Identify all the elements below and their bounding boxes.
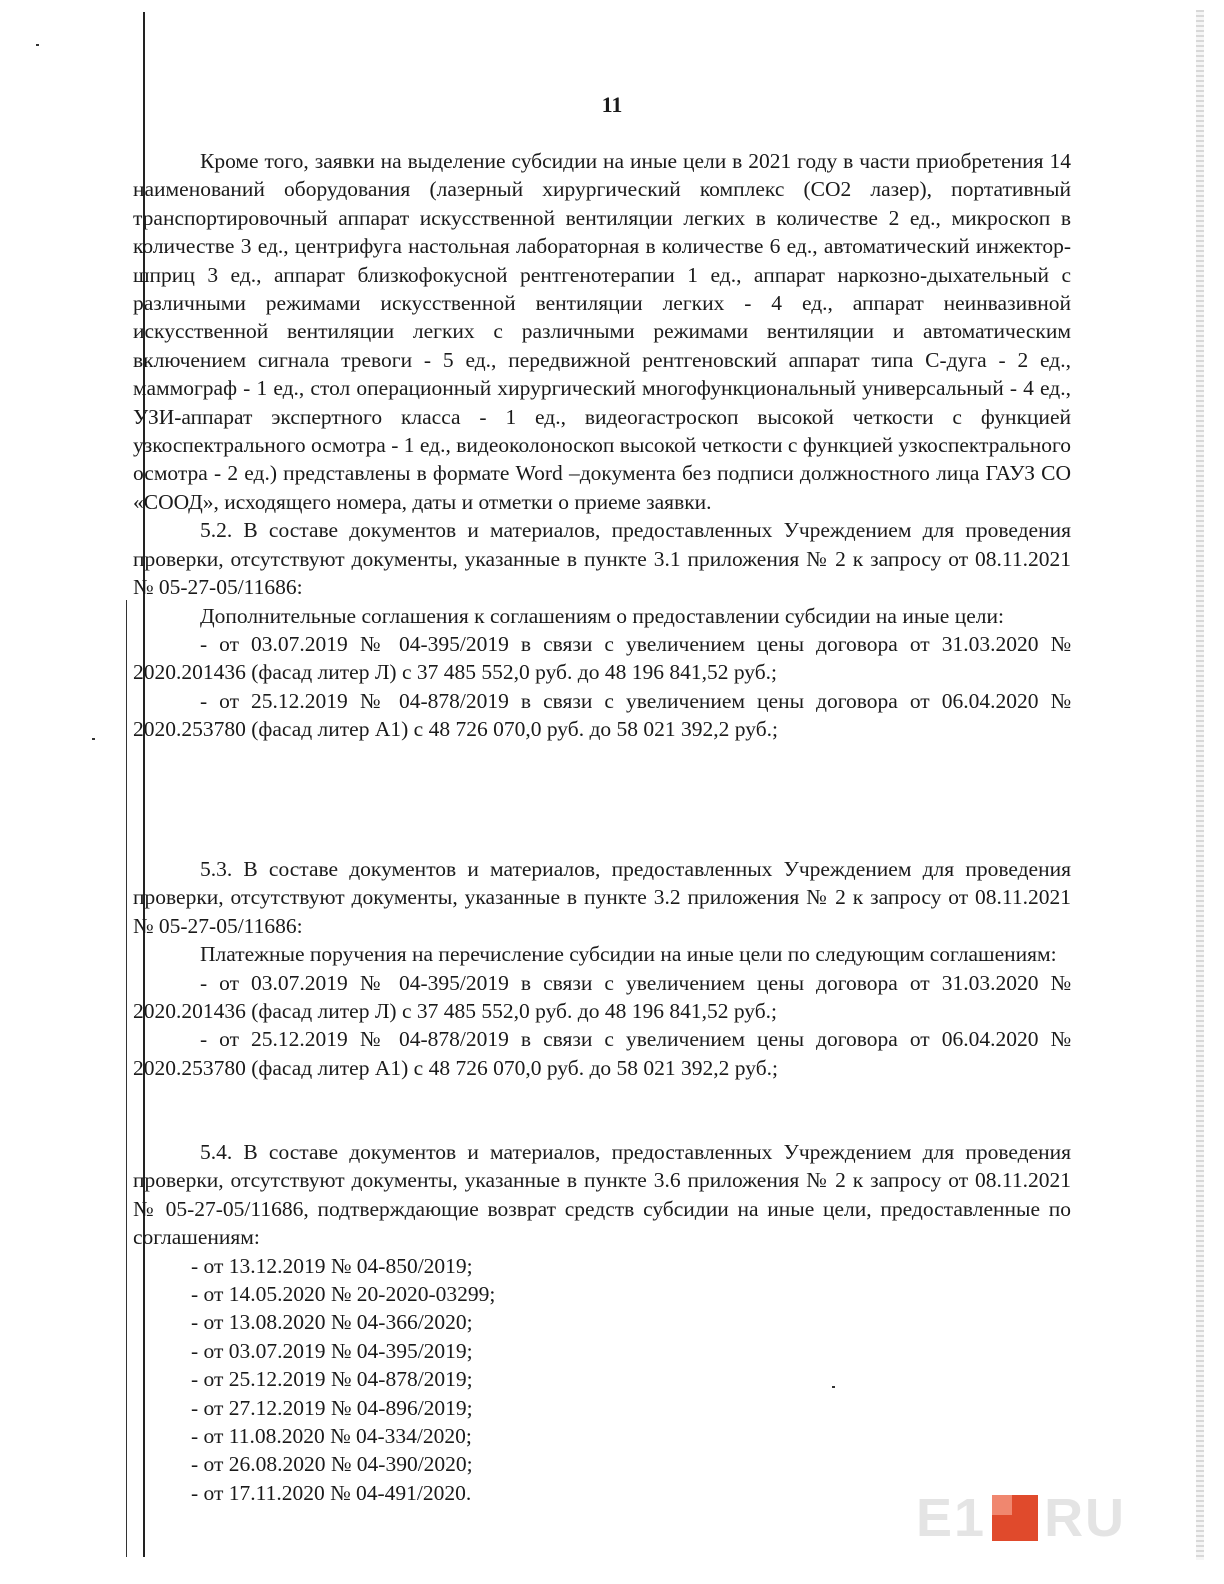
scan-edge-left-secondary [126,600,127,1557]
scan-speck [36,44,39,46]
section-5-4 [133,1138,1071,1507]
paragraph-5-2-subtitle: Дополнительные соглашения к соглашениям о предоставлении субсидии на иные цели: [200,603,1004,628]
list-item: - от 13.12.2019 № 04-850/2019; [191,1253,473,1278]
watermark-right: RU [1044,1488,1127,1548]
page-number: 11 [601,92,623,117]
scan-speck [92,738,95,740]
paragraph-5-4: 5.4. В составе документов и материалов, предоставленных Учреждением для проведения проверки, отсутствуют документы, указанные в пункте 3.6 приложения № 2 к запросу от 08.11.2021 № 05-27-05/11686, подтверждающие возврат средств субсидии на иные цели, предоставленные по соглашениям: [133,1140,1071,1250]
list-item: - от 27.12.2019 № 04-896/2019; [191,1395,473,1420]
paragraph-5-3-subtitle: Платежные поручения на перечисление субсидии на иные цели по следующим соглашениям: [200,942,1057,967]
watermark-left: E1 [916,1488,987,1548]
paragraph-5-3-item-2: - от 25.12.2019 № 04-878/2019 в связи с увеличением цены договора от 06.04.2020 № 2020.253780 (фасад литер А1) с 48 726 070,0 руб. до 58 021 392,2 руб.; [133,1027,1071,1080]
section-5-3 [133,855,1071,1082]
scan-edge-right [1196,10,1204,1560]
paragraph-5-2-item-2: - от 25.12.2019 № 04-878/2019 в связи с увеличением цены договора от 06.04.2020 № 2020.253780 (фасад литер А1) с 48 726 070,0 руб. до 58 021 392,2 руб.; [133,688,1071,742]
list-item: - от 26.08.2020 № 04-390/2020; [191,1452,473,1477]
list-item: - от 25.12.2019 № 04-878/2019; [191,1367,473,1392]
paragraph-equipment-requests: Кроме того, заявки на выделение субсидии на иные цели в 2021 году в части приобретения 14 наименований оборудования (лазерный хирургический комплекс (СО2 лазер), портативный транспортировочный аппарат искусственной вентиляции легких в количестве 2 ед., микроскоп в количестве 3 ед., центрифуга настольная лабораторная в количестве 6 ед., автоматический инжектор-шприц 3 ед., аппарат близкофокусной рентгенотерапии 1 ед., аппарат наркозно-дыхательный с различными режимами искусственной вентиляции легких - 4 ед., аппарат неинвазивной искусственной вентиляции легких с различными режимами вентиляции и автоматическим включением сигнала тревоги - 5 ед., передвижной рентгеновский аппарат типа С-дуга - 2 ед., маммограф - 1 ед., стол операционный хирургический многофункциональный универсальный - 4 ед., УЗИ-аппарат экспертного класса - 1 ед., видеогастроскоп высокой четкости с функцией узкоспектрального осмотра - 1 ед., видеоколоноскоп высокой четкости с функцией узкоспектрального осмотра - 2 ед.) представлены в формате Word –документа без подписи должностного лица ГАУЗ СО «СООД», исходящего номера, даты и отметки о приеме заявки. [133,149,1071,514]
paragraph-5-3-item-1: - от 03.07.2019 № 04-395/2019 в связи с увеличением цены договора от 31.03.2020 № 2020.201436 (фасад литер Л) с 37 485 552,0 руб. до 48 196 841,52 руб.; [133,970,1071,1024]
list-item: - от 17.11.2020 № 04-491/2020. [191,1480,472,1505]
section-intro [133,147,1071,744]
e1-watermark-logo [916,1490,1126,1546]
list-item: - от 03.07.2019 № 04-395/2019; [191,1338,473,1363]
watermark-square-icon [992,1495,1038,1541]
list-item: - от 11.08.2020 № 04-334/2020; [191,1424,472,1449]
paragraph-5-2-item-1: - от 03.07.2019 № 04-395/2019 в связи с увеличением цены договора от 31.03.2020 № 2020.201436 (фасад литер Л) с 37 485 552,0 руб. до 48 196 841,52 руб.; [133,631,1071,685]
agreements-list [133,1252,1071,1508]
paragraph-5-3: 5.3. В составе документов и материалов, предоставленных Учреждением для проведения проверки, отсутствуют документы, указанные в пункте 3.2 приложения № 2 к запросу от 08.11.2021 № 05-27-05/11686: [133,857,1071,938]
list-item: - от 13.08.2020 № 04-366/2020; [191,1310,473,1335]
paragraph-5-2: 5.2. В составе документов и материалов, предоставленных Учреждением для проведения проверки, отсутствуют документы, указанные в пункте 3.1 приложения № 2 к запросу от 08.11.2021 № 05-27-05/11686: [133,518,1071,600]
list-item: - от 14.05.2020 № 20-2020-03299; [191,1282,496,1307]
